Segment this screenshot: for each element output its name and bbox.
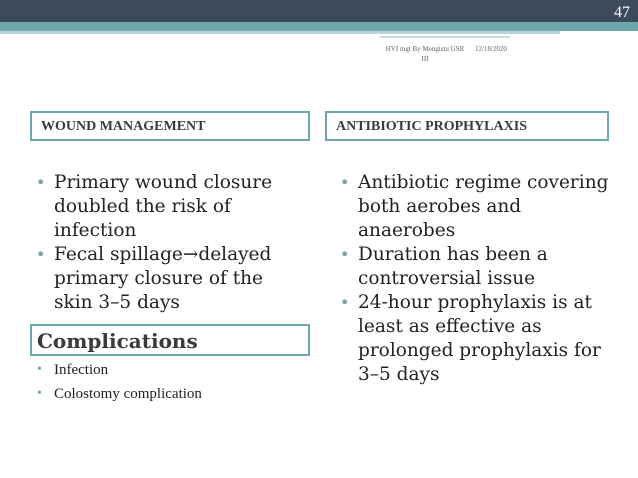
top-divider-line xyxy=(0,31,560,34)
list-item: • Antibiotic regime covering both aerobes and anaerobes xyxy=(336,171,611,243)
complications-header: Complications xyxy=(30,324,310,356)
wound-management-header: WOUND MANAGEMENT xyxy=(30,111,310,141)
list-item: • 24-hour prophylaxis is at least as effective as prolonged prophylaxis for 3–5 days xyxy=(336,291,611,387)
list-item: • Primary wound closure doubled the risk of infection xyxy=(32,171,302,243)
antibiotic-prophylaxis-list xyxy=(336,171,611,387)
antibiotic-prophylaxis-header: ANTIBIOTIC PROPHYLAXIS xyxy=(325,111,609,141)
footer-divider-line xyxy=(380,36,510,38)
list-item: • Colostomy complication xyxy=(32,382,302,406)
slide-number: 47 xyxy=(614,4,630,21)
top-accent-bar xyxy=(0,22,638,31)
list-item: • Duration has been a controversial issue xyxy=(336,243,611,291)
complications-list xyxy=(32,358,302,406)
list-item: • Infection xyxy=(32,358,302,382)
list-item: • Fecal spillage→delayed primary closure of the skin 3–5 days xyxy=(32,243,302,315)
wound-management-list xyxy=(32,171,302,315)
footer-date: 12/18/2020 xyxy=(475,45,507,53)
top-bar xyxy=(0,0,638,22)
footer-author: HVI mgt By Mengistu GSR III xyxy=(385,45,465,63)
